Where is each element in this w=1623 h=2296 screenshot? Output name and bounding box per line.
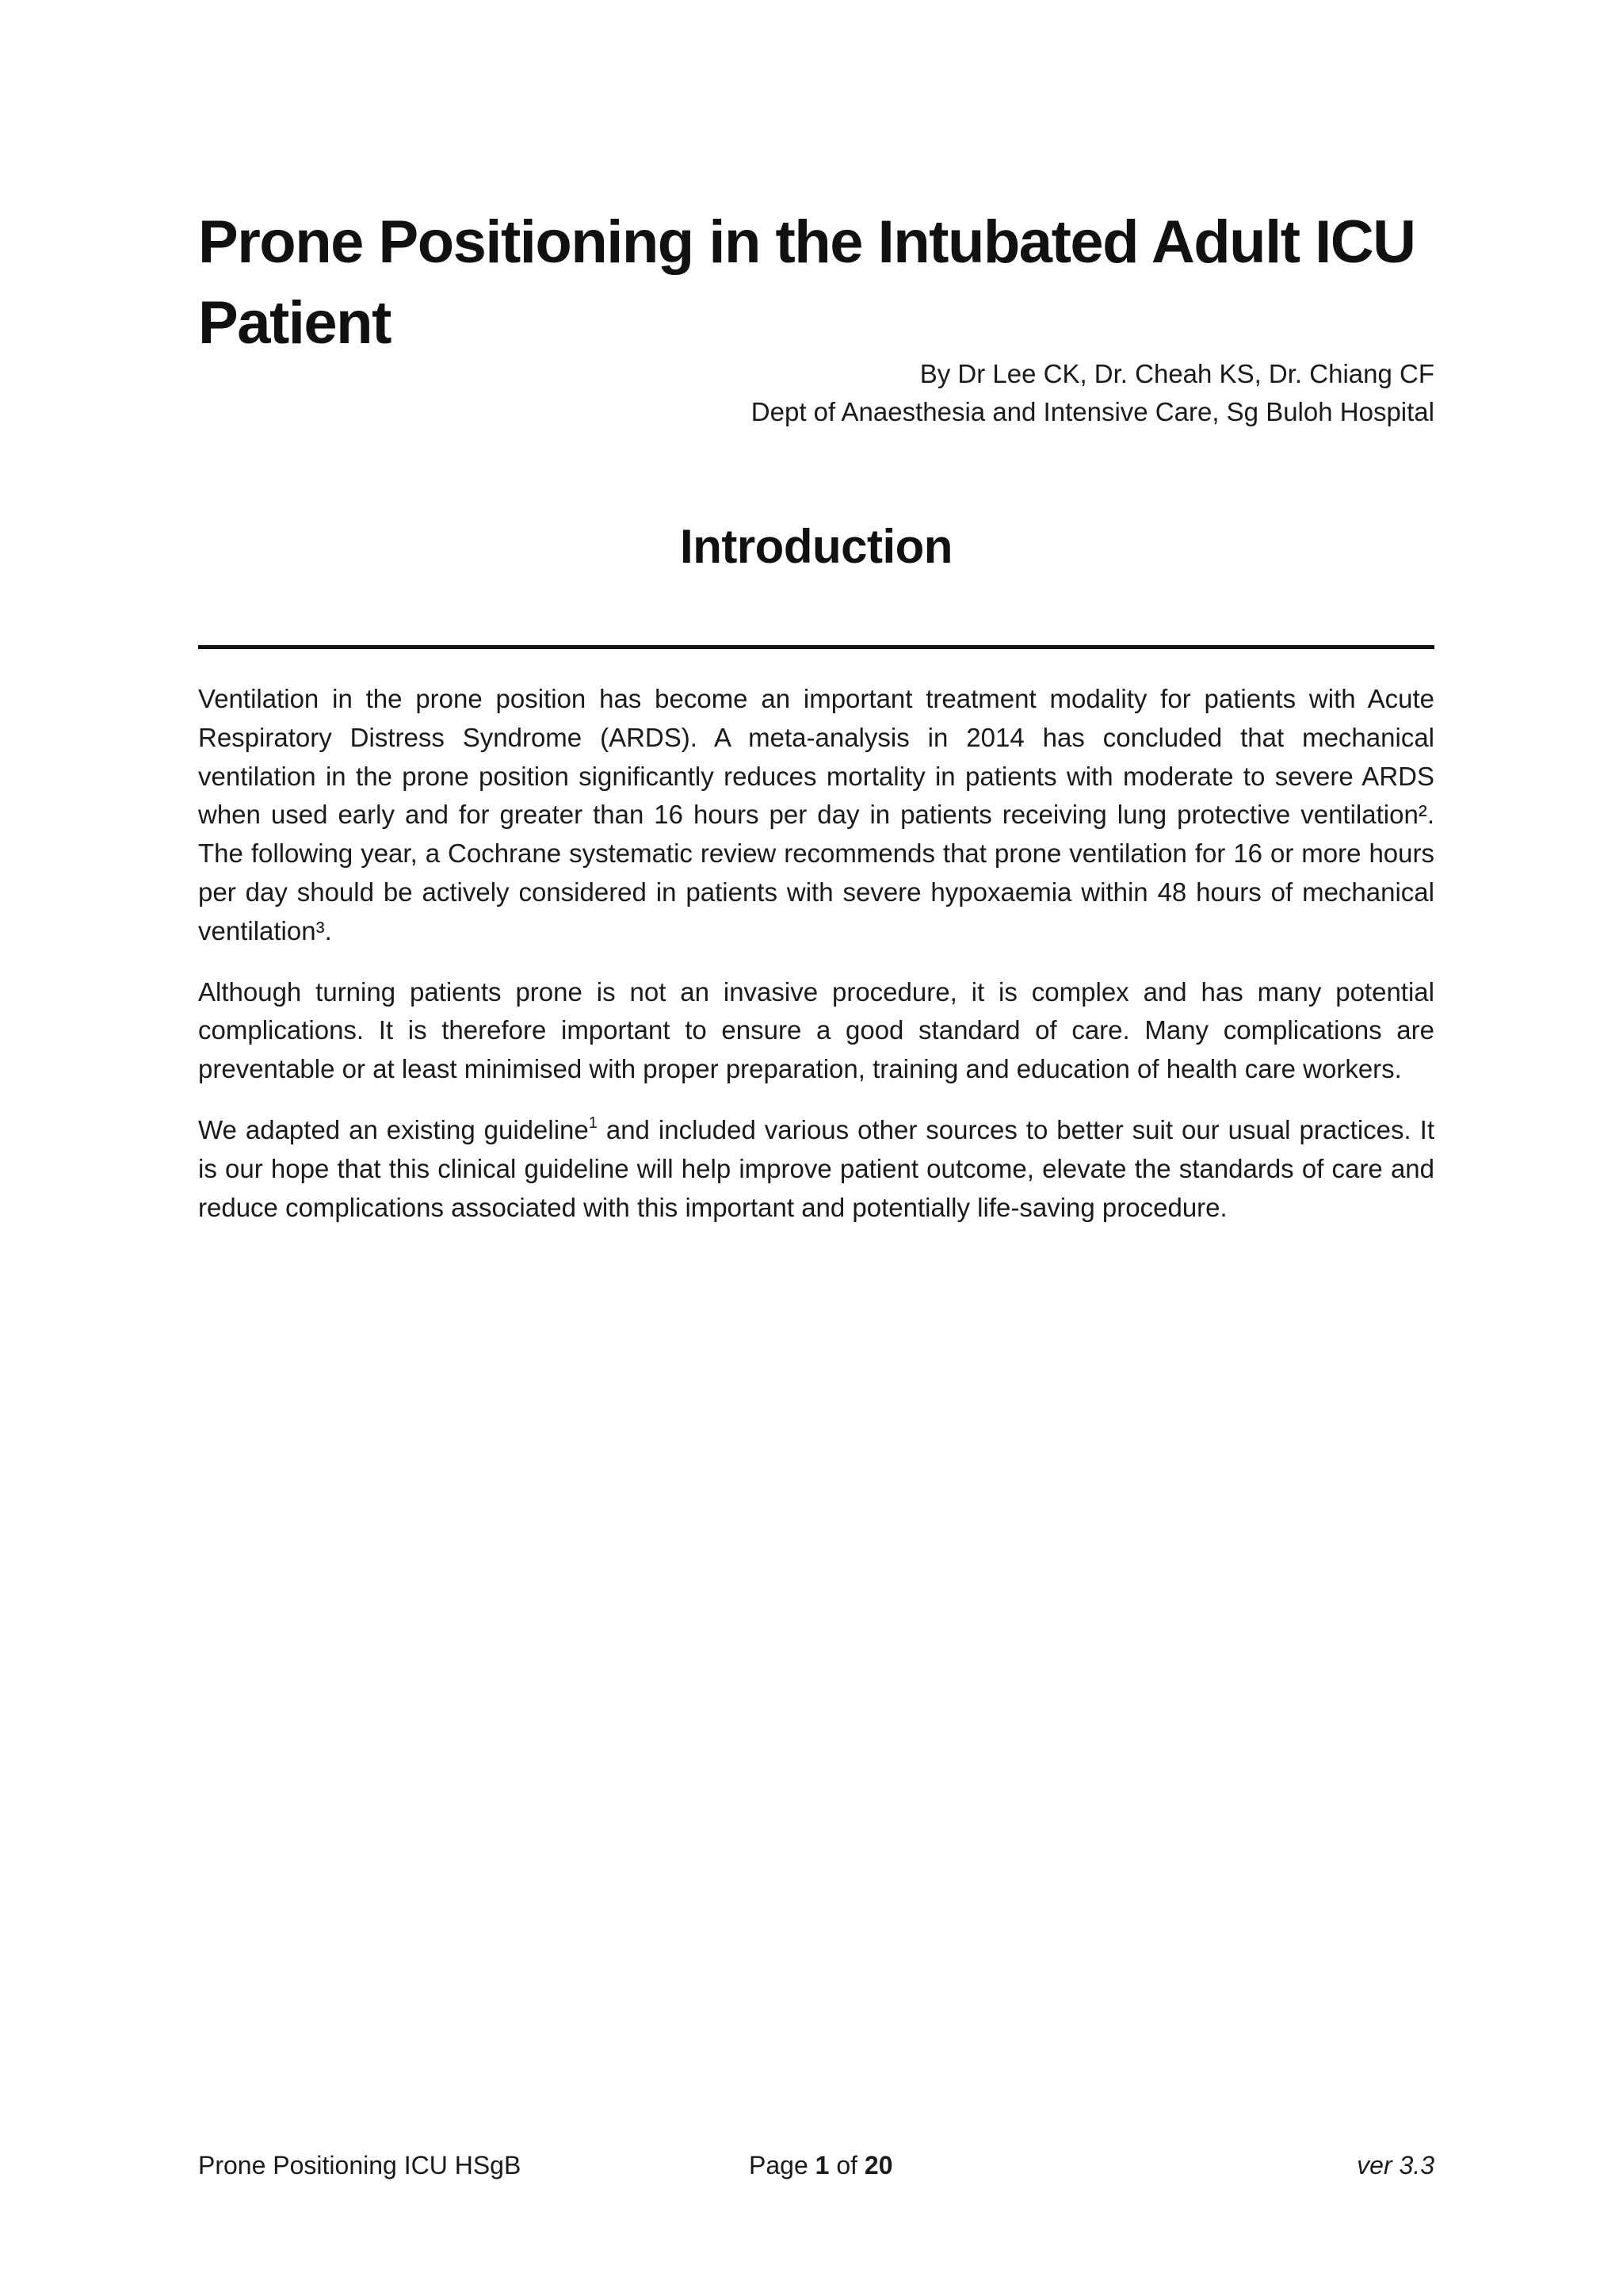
section-heading: Introduction <box>680 520 953 573</box>
citation-3: ³ <box>315 915 325 946</box>
citation-2: ² <box>1418 800 1427 830</box>
paragraph-3-text-a: We adapted an existing guideline <box>198 1114 589 1144</box>
affiliation-line: Dept of Anaesthesia and Intensive Care, Sg Buloh Hospital <box>750 397 1434 426</box>
current-page: 1 <box>815 2151 830 2179</box>
paragraph-3 <box>198 1111 1434 1227</box>
footer-page-number <box>749 2146 892 2184</box>
paragraph-1-text-c: . <box>324 915 332 946</box>
footer-version: ver 3.3 <box>1357 2151 1434 2179</box>
paragraph-1-text-b: . The following year, a Cochrane systematic review recommends that prone ventilation for 16 or more hours per day should be actively considered in patients with severe hypoxaemia within 48 hours of mechanical ventilation <box>198 800 1434 946</box>
heading-divider <box>198 645 1434 649</box>
page-prefix: Page <box>749 2151 815 2179</box>
authors-line: By Dr Lee CK, Dr. Cheah KS, Dr. Chiang CF <box>919 359 1434 388</box>
document-title: Prone Positioning in the Intubated Adult ICU Patient <box>198 208 1415 357</box>
page-footer <box>198 2146 1434 2184</box>
citation-1: 1 <box>588 1114 598 1132</box>
total-pages: 20 <box>864 2151 893 2179</box>
page-of: of <box>829 2151 865 2179</box>
section-body <box>198 680 1434 1249</box>
paragraph-1 <box>198 680 1434 951</box>
byline <box>198 355 1434 431</box>
paragraph-2: Although turning patients prone is not an invasive procedure, it is complex and has many potential complications. It is therefore important to ensure a good standard of care. Many complications are preventable or at least minimised with proper preparation, training and education of health care workers. <box>198 976 1434 1084</box>
paragraph-3-text-b: and included various other sources to better suit our usual practices. It is our hope that this clinical guideline will help improve patient outcome, elevate the standards of care and reduce complications associated with this important and potentially life-saving procedure. <box>198 1114 1434 1222</box>
paragraph-1-text-a: Ventilation in the prone position has become an important treatment modality for patients with Acute Respiratory Distress Syndrome (ARDS). A meta-analysis in 2014 has concluded that mechanical ventilation in the prone position significantly reduces mortality in patients with moderate to severe ARDS when used early and for greater than 16 hours per day in patients receiving lung protective ventilation <box>198 684 1434 830</box>
footer-document-name: Prone Positioning ICU HSgB <box>198 2151 521 2179</box>
